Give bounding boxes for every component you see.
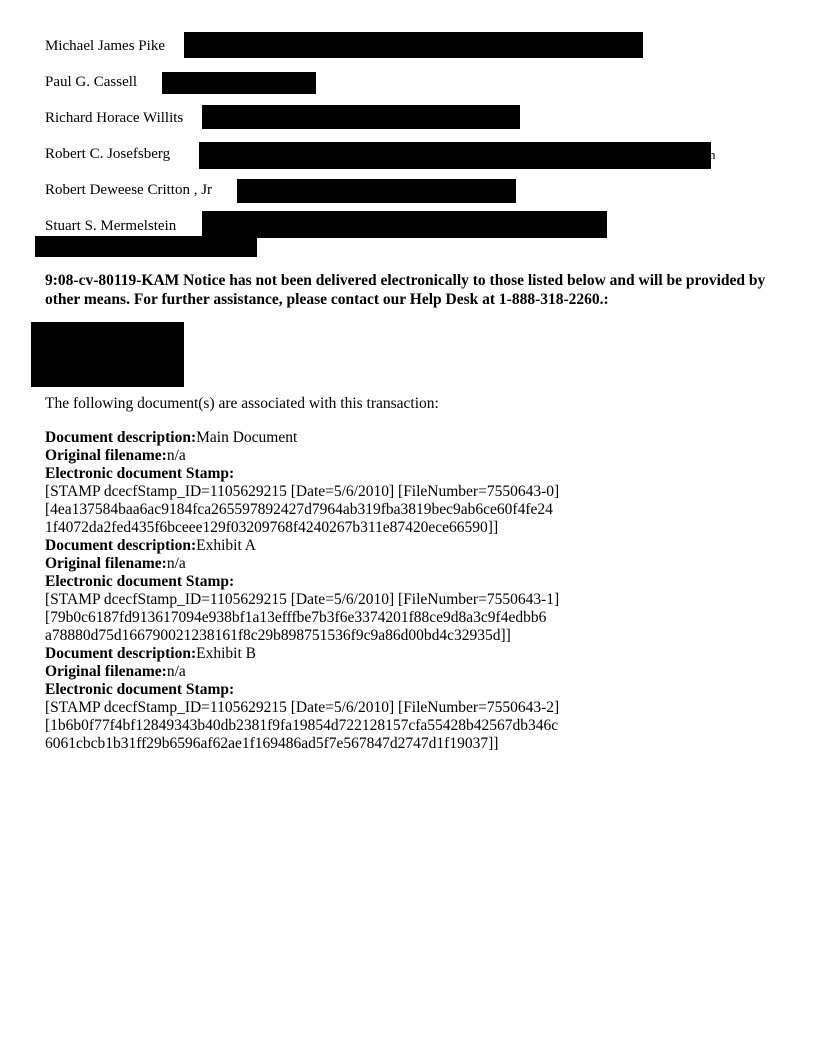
original-filename-label: Original filename: <box>45 663 167 680</box>
redaction-block <box>202 105 520 129</box>
original-filename-value: n/a <box>166 447 186 464</box>
redaction-block <box>237 179 516 203</box>
recipient-name: Michael James Pike <box>45 38 165 54</box>
document-stamp-line: [1b6b0f77f4bf12849343b40db2381f9fa19854d722128157cfa55428b42567db346c <box>45 717 559 734</box>
original-filename-row <box>45 447 745 465</box>
original-filename-value: n/a <box>166 555 186 572</box>
document-stamp-label: Electronic document Stamp: <box>45 465 235 482</box>
document-stamp-line: [STAMP dcecfStamp_ID=1105629215 [Date=5/6/2010] [FileNumber=7550643-2] <box>45 699 560 716</box>
recipient-name: Paul G. Cassell <box>45 74 138 90</box>
document-stamp-label: Electronic document Stamp: <box>45 681 235 698</box>
original-filename-value: n/a <box>166 663 186 680</box>
redaction-block <box>202 211 607 238</box>
recipient-name: Richard Horace Willits <box>45 110 184 126</box>
original-filename-row <box>45 663 745 681</box>
document-stamp-line: [STAMP dcecfStamp_ID=1105629215 [Date=5/6/2010] [FileNumber=7550643-0] <box>45 483 560 500</box>
document-description-row <box>45 645 745 663</box>
original-filename-label: Original filename: <box>45 447 167 464</box>
recipient-name: Robert C. Josefsberg <box>45 146 171 162</box>
document-list <box>45 429 745 753</box>
delivery-notice: 9:08-cv-80119-KAM Notice has not been delivered electronically to those listed below and will be provided by other means. For further assistance, please contact our Help Desk at 1-888-318-2260.: <box>45 272 766 308</box>
documents-intro: The following document(s) are associated with this transaction: <box>45 395 439 412</box>
trailing-character: n <box>709 147 716 162</box>
document-description-label: Document description: <box>45 429 197 446</box>
document-stamp-line: [4ea137584baa6ac9184fca265597892427d7964ab319fba3819bec9ab6ce60f4fe24 <box>45 501 553 518</box>
original-filename-label: Original filename: <box>45 555 167 572</box>
redaction-block <box>35 236 257 257</box>
document-stamp-line: [STAMP dcecfStamp_ID=1105629215 [Date=5/6/2010] [FileNumber=7550643-1] <box>45 591 560 608</box>
document-stamp-line: 1f4072da2fed435f6bceee129f03209768f4240267b311e87420ece66590]] <box>45 519 499 536</box>
document-stamp-line: a78880d75d166790021238161f8c29b898751536f9c9a86d00bd4c32935d]] <box>45 627 511 644</box>
redaction-block <box>184 32 643 58</box>
document-stamp-line: [79b0c6187fd913617094e938bf1a13efffbe7b3f6e3374201f88ce9d8a3c9f4edbb6 <box>45 609 547 626</box>
original-filename-row <box>45 555 745 573</box>
document-description-value: Main Document <box>196 429 298 446</box>
redaction-block <box>162 72 316 94</box>
document-description-value: Exhibit B <box>196 645 256 662</box>
document-stamp-line: 6061cbcb1b31ff29b6596af62ae1f169486ad5f7e567847d2747d1f19037]] <box>45 735 499 752</box>
document-description-label: Document description: <box>45 645 197 662</box>
recipient-name: Stuart S. Mermelstein <box>45 218 177 234</box>
document-description-value: Exhibit A <box>196 537 256 554</box>
document-stamp-label: Electronic document Stamp: <box>45 573 235 590</box>
document-description-row <box>45 429 745 447</box>
document-description-row <box>45 537 745 555</box>
recipient-name: Robert Deweese Critton , Jr <box>45 182 213 198</box>
redaction-block <box>199 142 711 169</box>
document-description-label: Document description: <box>45 537 197 554</box>
redaction-block <box>31 322 184 387</box>
